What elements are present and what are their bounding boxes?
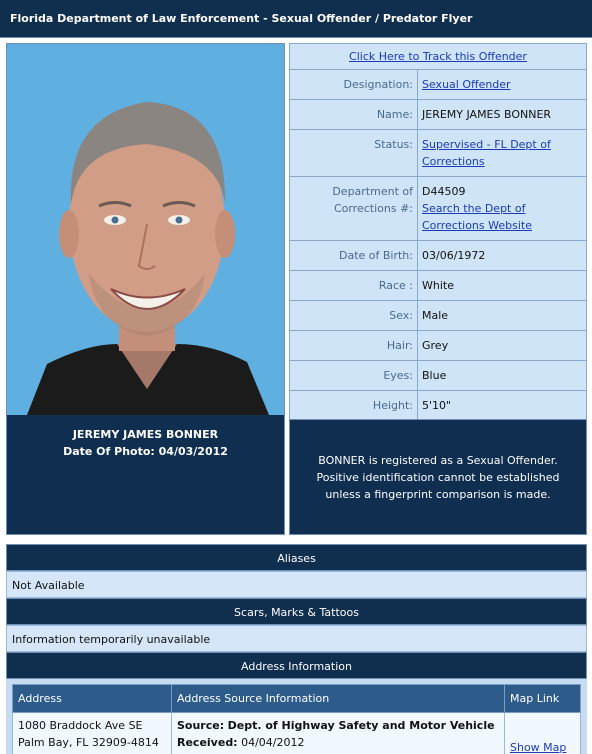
column-header: Address Source Information xyxy=(172,685,505,713)
track-row xyxy=(290,44,587,70)
source-cell xyxy=(172,713,505,754)
source-label: Source: xyxy=(177,719,225,732)
detail-value: 5'10" xyxy=(418,391,587,421)
detail-row-status xyxy=(290,130,587,177)
address-cell xyxy=(13,713,172,754)
detail-label: Name: xyxy=(290,100,418,130)
status-link[interactable]: Supervised - FL Dept of Corrections xyxy=(422,138,551,168)
doc-number-value: D44509 xyxy=(422,185,466,198)
address-line2: Palm Bay, FL 32909-4814 xyxy=(18,736,159,749)
photo-caption xyxy=(7,426,284,460)
detail-label: Designation: xyxy=(290,70,418,100)
map-link-cell xyxy=(505,713,581,754)
detail-row-sex xyxy=(290,301,587,331)
detail-label: Department of Corrections #: xyxy=(290,177,418,241)
info-sections xyxy=(6,544,587,754)
detail-value: Male xyxy=(418,301,587,331)
person-photo-icon xyxy=(7,44,284,415)
received-value: 04/04/2012 xyxy=(241,736,305,749)
offender-details-table xyxy=(289,43,587,451)
aliases-value: Not Available xyxy=(6,571,587,598)
photo-date: Date Of Photo: 04/03/2012 xyxy=(63,445,228,458)
column-header: Address xyxy=(13,685,172,713)
address-line1: 1080 Braddock Ave SE xyxy=(18,719,143,732)
aliases-heading: Aliases xyxy=(6,544,587,571)
detail-row-name xyxy=(290,100,587,130)
detail-row-race xyxy=(290,271,587,301)
designation-link[interactable]: Sexual Offender xyxy=(422,78,511,91)
received-label: Received: xyxy=(177,736,238,749)
detail-label: Eyes: xyxy=(290,361,418,391)
detail-value: 03/06/1972 xyxy=(418,241,587,271)
table-row xyxy=(13,713,581,754)
source-value: Dept. of Highway Safety and Motor Vehicle xyxy=(227,719,495,732)
detail-label: Hair: xyxy=(290,331,418,361)
detail-label: Race : xyxy=(290,271,418,301)
detail-row-height xyxy=(290,391,587,421)
search-doc-website-link[interactable]: Search the Dept of Corrections Website xyxy=(422,202,532,232)
offender-name-caption: JEREMY JAMES BONNER xyxy=(72,428,219,441)
detail-label: Height: xyxy=(290,391,418,421)
scars-heading: Scars, Marks & Tattoos xyxy=(6,598,587,625)
detail-value: Blue xyxy=(418,361,587,391)
detail-label: Status: xyxy=(290,130,418,177)
show-map-link[interactable]: Show Map xyxy=(510,741,567,754)
detail-row-eyes xyxy=(290,361,587,391)
detail-value: JEREMY JAMES BONNER xyxy=(418,100,587,130)
column-header: Map Link xyxy=(505,685,581,713)
scars-value: Information temporarily unavailable xyxy=(6,625,587,652)
detail-label: Sex: xyxy=(290,301,418,331)
detail-value: Grey xyxy=(418,331,587,361)
registration-notice xyxy=(289,419,587,535)
address-table-wrap xyxy=(6,679,587,754)
detail-row-dob xyxy=(290,241,587,271)
offender-photo xyxy=(7,44,284,415)
address-header-row xyxy=(13,685,581,713)
page-title: Florida Department of Law Enforcement - Sexual Offender / Predator Flyer xyxy=(10,12,473,25)
detail-label: Date of Birth: xyxy=(290,241,418,271)
detail-row-doc-number xyxy=(290,177,587,241)
photo-panel xyxy=(6,43,285,535)
track-offender-link[interactable]: Click Here to Track this Offender xyxy=(349,50,527,63)
detail-value: White xyxy=(418,271,587,301)
detail-row-designation xyxy=(290,70,587,100)
address-heading: Address Information xyxy=(6,652,587,679)
detail-row-hair xyxy=(290,331,587,361)
address-table xyxy=(12,684,581,754)
page-title-bar xyxy=(0,0,592,38)
notice-text: BONNER is registered as a Sexual Offender. Positive identification cannot be established unless a fingerprint comparison is made. xyxy=(316,453,560,501)
